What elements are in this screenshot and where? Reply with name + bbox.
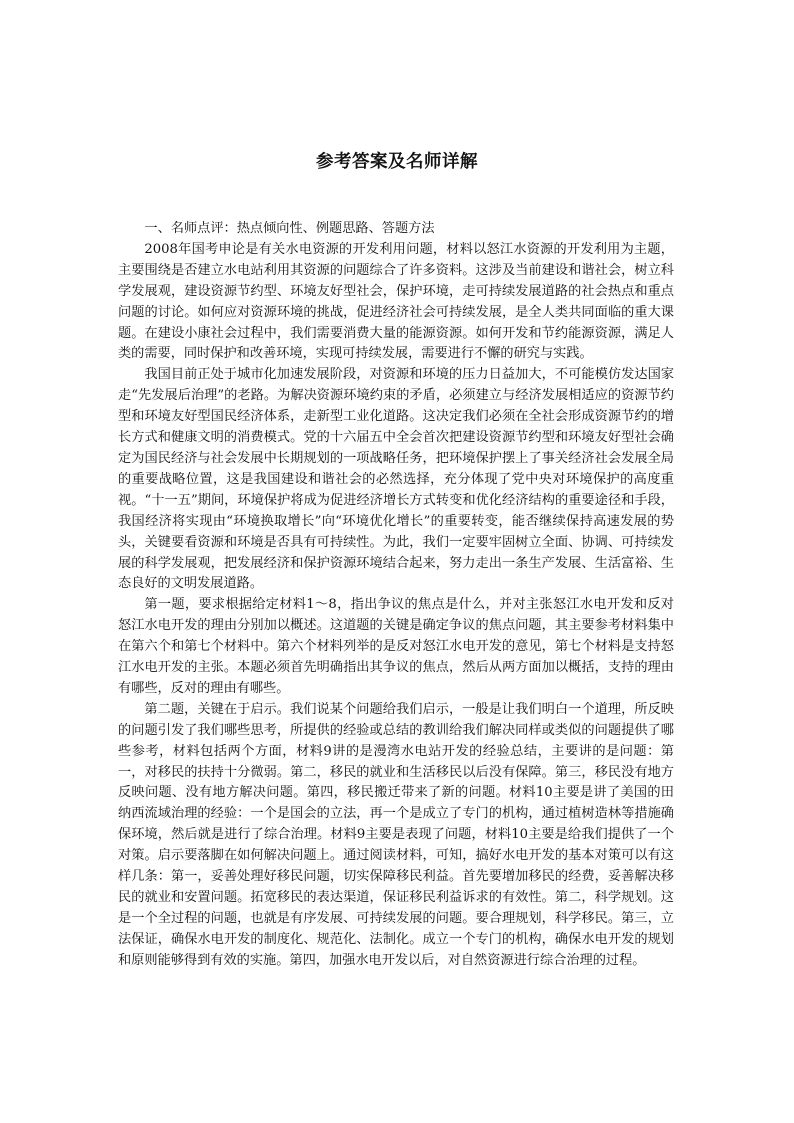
paragraph-intro: 2008年国考申论是有关水电资源的开发利用问题，材料以怒江水资源的开发利用为主题，主要围绕是否建立水电站利用其资源的问题综合了许多资料。这涉及当前建设和谐社会，树立科学发展观，建设资源节约型、环境友好型社会，保护环境，走可持续发展道路的社会热点和重点问题的讨论。如何应对资源环境的挑战，促进经济社会可持续发展，是全人类共同面临的重大课题。在建设小康社会过程中，我们需要消费大量的能源资源。如何开发和节约能源资源，满足人类的需要，同时保护和改善环境，实现可持续发展，需要进行不懈的研究与实践。: [118, 241, 674, 362]
document-title: 参考答案及名师详解: [316, 152, 478, 172]
paragraph-background: 我国目前正处于城市化加速发展阶段，对资源和环境的压力日益加大，不可能模仿发达国家走“先发展后治理”的老路。为解决资源环境约束的矛盾，必须建立与经济发展相适应的资源节约型和环境友好型国民经济体系，走新型工业化道路。这决定我们必须在全社会形成资源节约的增长方式和健康文明的消费模式。党的十六届五中全会首次把建设资源节约型和环境友好型社会确定为国民经济与社会发展中长期规划的一项战略任务，把环境保护摆上了事关经济社会发展全局的重要战略位置，这是我国建设和谐社会的必然选择，充分体现了党中央对环境保护的高度重视。“十一五”期间，环境保护将成为促进经济增长方式转变和优化经济结构的重要途径和手段，我国经济将实现由“环境换取增长”向“环境优化增长”的重要转变，能否继续保持高速发展的势头，关键要看资源和环境是否具有可持续性。为此，我们一定要牢固树立全面、协调、可持续发展的科学发展观，把发展经济和保护资源环境结合起来，努力走出一条生产发展、生活富裕、生态良好的文明发展道路。: [118, 367, 674, 592]
paragraph-question-one: 第一题，要求根据给定材料1～8，指出争议的焦点是什么，并对主张怒江水电开发和反对怒江水电开发的理由分别加以概述。这道题的关键是确定争议的焦点问题，其主要参考材料集中在第六个和第七个材料中。第六个材料列举的是反对怒江水电开发的意见，第七个材料是支持怒江水电开发的主张。本题必须首先明确指出其争议的焦点，然后从两方面加以概括，支持的理由有哪些，反对的理由有哪些。: [118, 597, 674, 696]
paragraph-question-two: 第二题，关键在于启示。我们说某个问题给我们启示，一般是让我们明白一个道理，所反映的问题引发了我们哪些思考，所提供的经验或总结的教训给我们解决同样或类似的问题提供了哪些参考，材料包括两个方面，材料9讲的是漫湾水电站开发的经验总结，主要讲的是问题：第一，对移民的扶持十分微弱。第二，移民的就业和生活移民以后没有保障。第三，移民没有地方反映问题、没有地方解决问题。第四，移民搬迁带来了新的问题。材料10主要是讲了美国的田纳西流域治理的经验：一个是国会的立法，再一个是成立了专门的机构，通过植树造林等措施确保环境，然后就是进行了综合治理。材料9主要是表现了问题，材料10主要是给我们提供了一个对策。启示要落脚在如何解决问题上。通过阅读材料，可知，搞好水电开发的基本对策可以有这样几条：第一，妥善处理好移民问题，切实保障移民利益。首先要增加移民的经费，妥善解决移民的就业和安置问题。拓宽移民的表达渠道，保证移民利益诉求的有效性。第二，科学规划。这是一个全过程的问题，也就是有序发展、可持续发展的问题。要合理规划，科学移民。第三，立法保证，确保水电开发的制度化、规范化、法制化。成立一个专门的机构，确保水电开发的规划和原则能够得到有效的实施。第四，加强水电开发以后，对自然资源进行综合治理的过程。: [118, 701, 674, 968]
section-heading: 一、名师点评：热点倾向性、例题思路、答题方法: [144, 221, 435, 236]
document-body: [118, 219, 674, 972]
